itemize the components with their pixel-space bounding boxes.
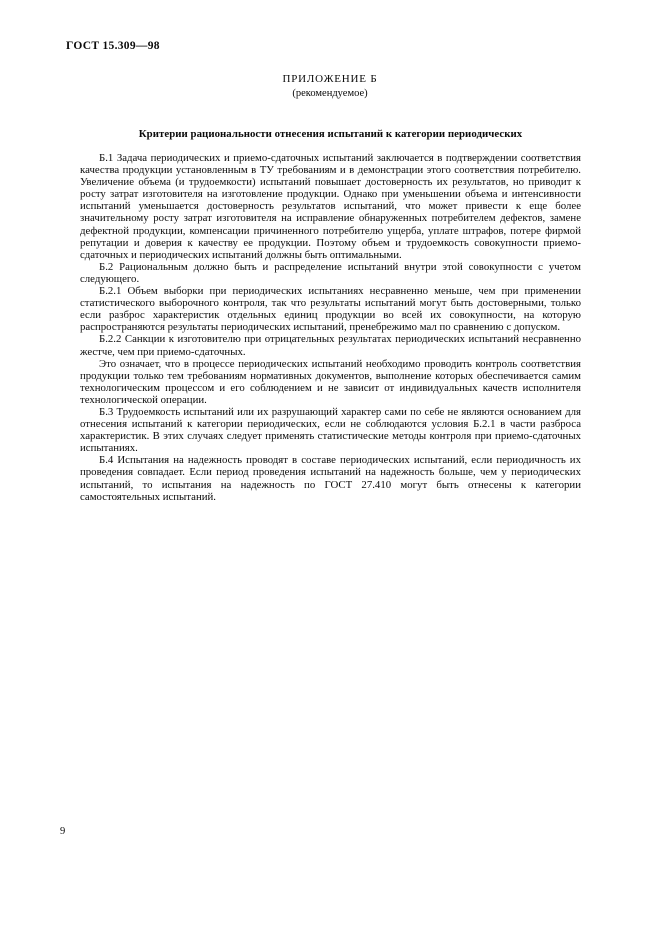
paragraph-b4: Б.4 Испытания на надежность проводят в составе периодических испытаний, если периодичность их проведения совпадает. Если период проведения испытаний на надежность больше, чем у периодических испытаний, то испытания на надежность по ГОСТ 27.410 могут быть отнесены к категории самостоятельных испытаний.	[80, 454, 581, 503]
paragraph-b2-2: Б.2.2 Санкции к изготовителю при отрицательных результатах периодических испытаний несравненно жестче, чем при приемо-сдаточных.	[80, 333, 581, 358]
annex-heading-block	[80, 72, 580, 101]
annex-subtitle: (рекомендуемое)	[292, 88, 368, 99]
body-text	[80, 152, 581, 503]
paragraph-b2-1: Б.2.1 Объем выборки при периодических испытаниях несравненно меньше, чем при применении статистического выборочного контроля, так что результаты испытаний могут быть достоверными, только если разброс характеристик отдельных единиц продукции во всей их совокупности, на которую распространяются результаты периодических испытаний, пренебрежимо мал по сравнению с допуском.	[80, 285, 581, 334]
paragraph-b2-2-note: Это означает, что в процессе периодических испытаний необходимо проводить контроль соответствия продукции только тем требованиям нормативных документов, выполнение которых обеспечивается самим технологическим процессом и его соблюдением и не зависит от индивидуальных качеств исполнителя технологической операции.	[80, 357, 581, 406]
page-number: 9	[60, 826, 66, 837]
annex-title: ПРИЛОЖЕНИЕ Б	[282, 73, 378, 85]
standard-header: ГОСТ 15.309—98	[66, 40, 160, 52]
section-heading: Критерии рациональности отнесения испытаний к категории периодических	[138, 128, 523, 140]
paragraph-b1: Б.1 Задача периодических и приемо-сдаточных испытаний заключается в подтверждении соответствия качества продукции установленным в ТУ требованиям и в демонстрации этого соответствия потребителю. Увеличение объема (и трудоемкости) испытаний повышает достоверность их результатов, но приводит к росту затрат изготовителя на изготовление продукции. Однако при уменьшении объема и интенсивности испытаний уменьшается достоверность результатов испытаний, что может привести к еще более значительному росту затрат изготовителя на исправление обнаруженных потребителем дефектов, замене дефектной продукции, компенсации причиненного потребителю ущерба, уплате штрафов, потере фирмой репутации и доверия к качеству ее продукции. Поэтому объем и трудоемкость совокупности приемо-сдаточных и периодических испытаний должны быть оптимальными.	[80, 152, 581, 261]
paragraph-b3: Б.3 Трудоемкость испытаний или их разрушающий характер сами по себе не являются основанием для отнесения испытаний к категории периодических, если не соблюдаются условия Б.2.1 в части разброса характеристик. В этих случаях следует применять статистические методы контроля при приемо-сдаточных испытаниях.	[80, 405, 581, 455]
paragraph-b2: Б.2 Рациональным должно быть и распределение испытаний внутри этой совокупности с учетом следующего.	[80, 260, 581, 285]
